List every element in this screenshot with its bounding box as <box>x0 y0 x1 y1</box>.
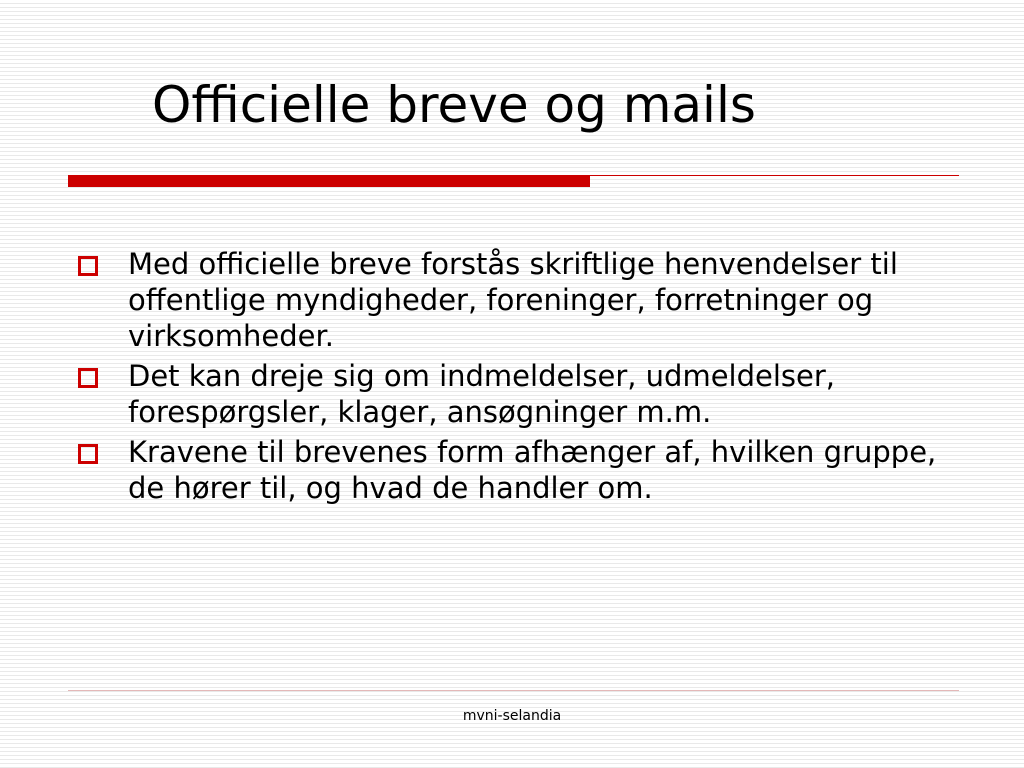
bullet-text: Det kan dreje sig om indmeldelser, udmeldelser, forespørgsler, klager, ansøgninger m.m. <box>128 359 836 429</box>
bullet-list <box>78 246 968 510</box>
bullet-text: Med officielle breve forstås skriftlige henvendelser til offentlige myndigheder, foreninger, forretninger og virksomheder. <box>128 247 898 353</box>
title-underline-thick <box>68 175 590 187</box>
bullet-item <box>78 246 968 354</box>
footer-divider <box>68 690 959 691</box>
bullet-text: Kravene til brevenes form afhænger af, hvilken gruppe, de hører til, og hvad de handler om. <box>128 435 937 505</box>
hollow-square-icon <box>78 256 98 276</box>
slide-title: Officielle breve og mails <box>152 76 756 134</box>
title-underline-thin <box>590 175 959 176</box>
footer-text: mvni-selandia <box>462 708 562 724</box>
bullet-item <box>78 358 968 430</box>
hollow-square-icon <box>78 444 98 464</box>
bullet-item <box>78 434 968 506</box>
hollow-square-icon <box>78 368 98 388</box>
